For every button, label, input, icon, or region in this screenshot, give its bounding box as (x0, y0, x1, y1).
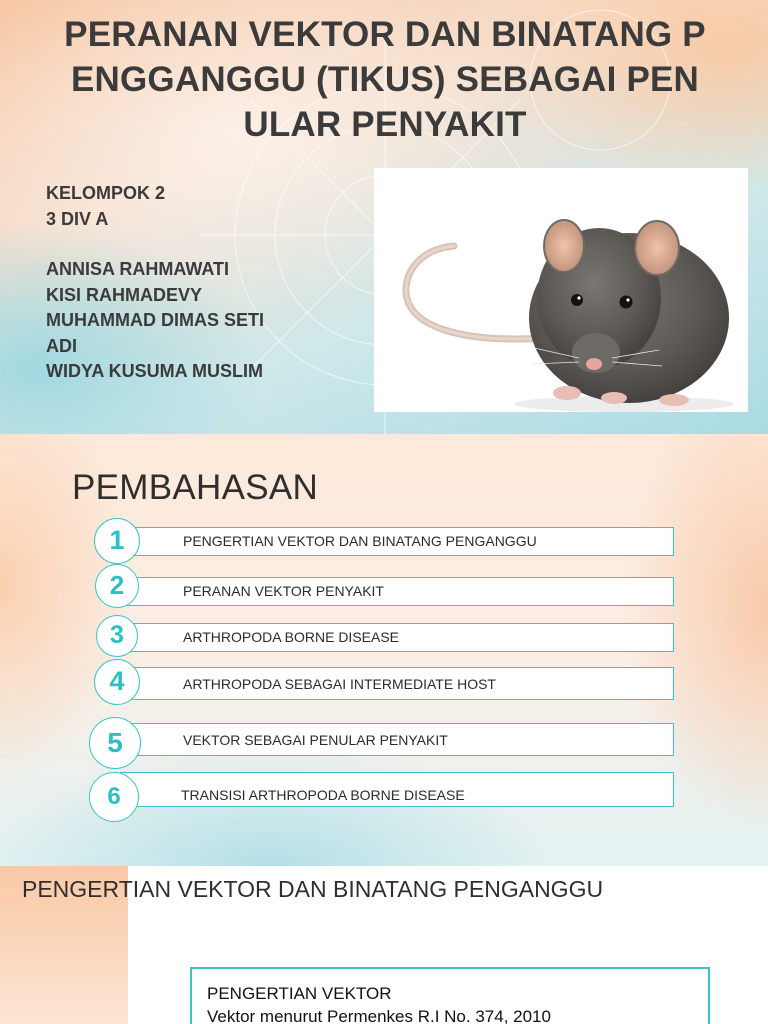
group-info (46, 181, 346, 385)
definition-box (190, 967, 710, 1024)
agenda-number-badge: 2 (95, 564, 139, 608)
agenda-item-label: TRANSISI ARTHROPODA BORNE DISEASE (181, 787, 465, 803)
agenda-item-5[interactable] (120, 723, 674, 756)
member-name: KISI RAHMADEVY (46, 284, 203, 305)
definition-box-text: Vektor menurut Permenkes R.I No. 374, 2010 (207, 1007, 551, 1024)
title-line-2: ENGGANGGU (TIKUS) SEBAGAI PEN (70, 60, 700, 99)
agenda-item-4[interactable] (120, 667, 674, 700)
member-name: ANNISA RAHMAWATI (46, 259, 229, 279)
member-name: MUHAMMAD DIMAS SETI (46, 310, 264, 330)
member-name: WIDYA KUSUMA MUSLIM (46, 361, 263, 381)
title-line-3: ULAR PENYAKIT (243, 105, 527, 144)
agenda-item-1[interactable] (120, 527, 674, 556)
member-name: ADI (46, 335, 77, 356)
definition-slide (0, 866, 768, 1024)
agenda-number-badge: 1 (94, 518, 140, 564)
agenda-slide (0, 434, 768, 866)
agenda-item-label: ARTHROPODA SEBAGAI INTERMEDIATE HOST (183, 676, 496, 692)
agenda-heading: PEMBAHASAN (72, 468, 319, 507)
agenda-number-badge: 3 (96, 615, 138, 657)
rat-illustration (374, 168, 748, 412)
definition-heading: PENGERTIAN VEKTOR DAN BINATANG PENGANGGU (22, 876, 604, 902)
title-line-1: PERANAN VEKTOR DAN BINATANG P (64, 15, 706, 54)
rat-photo (374, 168, 748, 412)
definition-box-title: PENGERTIAN VEKTOR (207, 984, 392, 1003)
agenda-number-badge: 6 (89, 772, 139, 822)
agenda-item-3[interactable] (120, 623, 674, 652)
agenda-number-badge: 4 (94, 659, 140, 705)
agenda-item-label: VEKTOR SEBAGAI PENULAR PENYAKIT (183, 732, 448, 748)
agenda-number-badge: 5 (89, 717, 141, 769)
agenda-item-label: PENGERTIAN VEKTOR DAN BINATANG PENGANGGU (183, 533, 537, 549)
slide-title (30, 12, 740, 147)
agenda-item-label: ARTHROPODA BORNE DISEASE (183, 629, 400, 645)
group-name: KELOMPOK 2 (46, 183, 166, 203)
title-slide (0, 0, 768, 434)
agenda-item-label: PERANAN VEKTOR PENYAKIT (183, 583, 384, 599)
class-name: 3 DIV A (46, 208, 109, 229)
agenda-item-2[interactable] (120, 577, 674, 606)
spacer (46, 232, 346, 257)
agenda-item-6[interactable] (120, 772, 674, 807)
